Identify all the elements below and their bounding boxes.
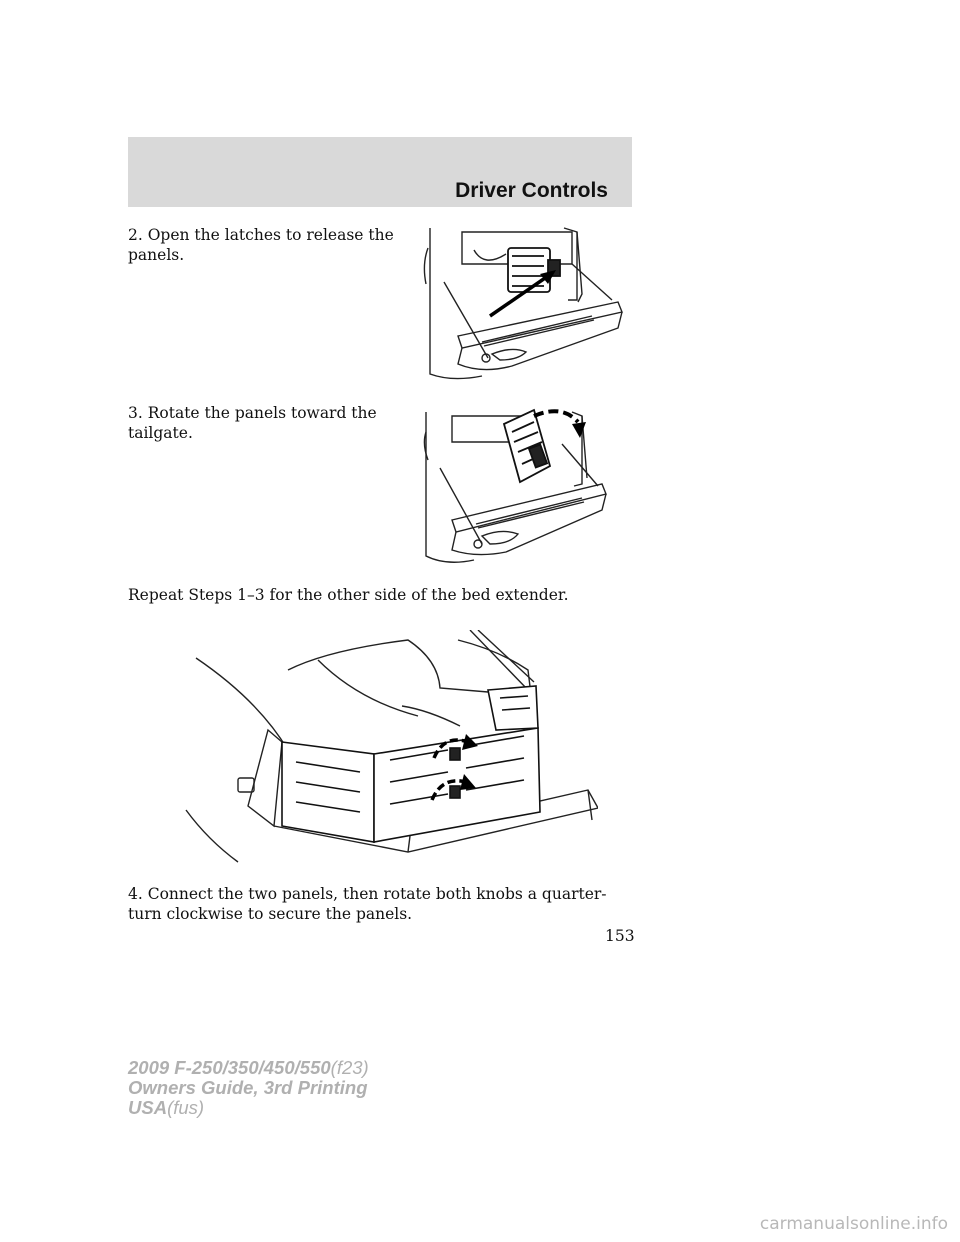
footer-guide: Owners Guide, 3rd Printing bbox=[128, 1077, 368, 1098]
bed-extender bbox=[282, 686, 540, 842]
step-3-text: 3. Rotate the panels toward the tailgate. bbox=[128, 404, 377, 442]
footer-region-code: (fus) bbox=[167, 1097, 205, 1118]
rotated-panel bbox=[504, 410, 550, 482]
page-number: 153 bbox=[605, 927, 635, 945]
footer-region: USA bbox=[128, 1097, 168, 1118]
footer-info bbox=[128, 1058, 369, 1118]
footer-model: 2009 F-250/350/450/550 bbox=[128, 1057, 331, 1078]
watermark: carmanualsonline.info bbox=[759, 1214, 948, 1234]
figure-connect-panels bbox=[178, 630, 598, 870]
figure-open-latches bbox=[422, 224, 632, 384]
section-title: Driver Controls bbox=[455, 179, 608, 202]
step-4-text: 4. Connect the two panels, then rotate both knobs a quarter-turn clockwise to secure the panels. bbox=[128, 885, 607, 923]
footer-model-code: (f23) bbox=[330, 1057, 369, 1078]
step-2-text: 2. Open the latches to release the panels. bbox=[128, 226, 394, 264]
figure-rotate-panels bbox=[422, 406, 612, 570]
repeat-steps-text: Repeat Steps 1–3 for the other side of the bed extender. bbox=[128, 586, 569, 604]
header-band bbox=[128, 137, 632, 207]
